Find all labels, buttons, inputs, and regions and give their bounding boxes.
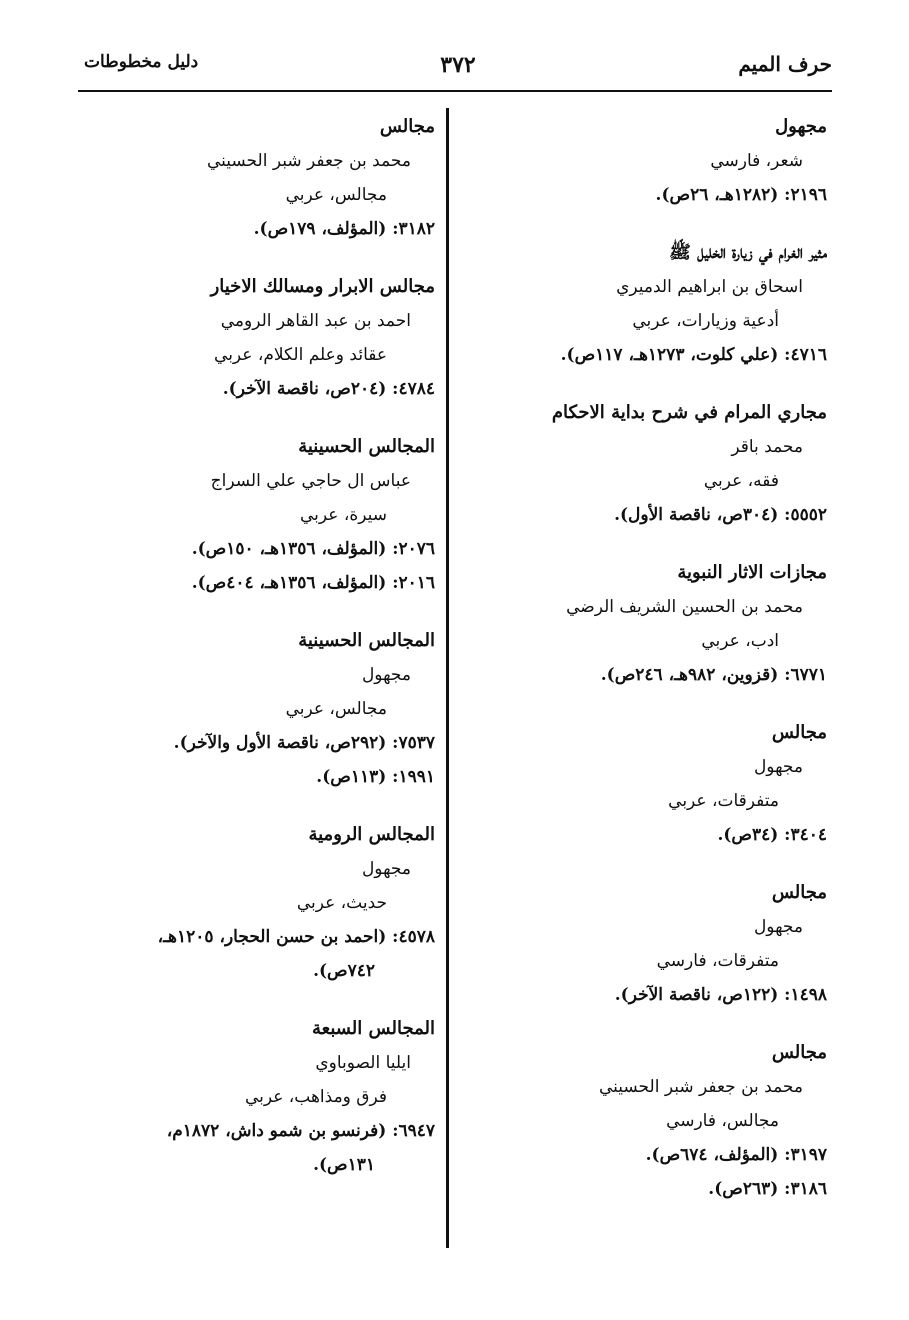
catalog-entry (482, 396, 827, 532)
entry-title: المجالس الرومية (308, 824, 435, 845)
entry-author: مجهول (775, 116, 827, 137)
entry-subject: شعر، فارسي (710, 151, 803, 171)
catalog-entry (105, 1012, 435, 1182)
entry-author: مجهول (361, 859, 411, 879)
catalog-entry (105, 818, 435, 988)
entry-author: محمد باقر (731, 437, 803, 457)
entry-reference: ٣٤٠٤: (٣٤ص). (717, 825, 827, 845)
header-section-title: حرف الميم (738, 52, 832, 76)
catalog-entry (482, 236, 827, 372)
entry-subject: سيرة، عربي (300, 505, 387, 525)
header-divider (78, 90, 832, 92)
entry-title: مثير الغرام في زيارة الخليل ﷺ (669, 242, 827, 263)
entry-author: مجهول (361, 665, 411, 685)
entry-title: المجالس الحسينية (298, 436, 435, 457)
entry-reference: ٤٧١٦: (علي كلوت، ١٢٧٣هـ، ١١٧ص). (560, 345, 827, 365)
entry-title: مجالس (771, 882, 827, 903)
entry-reference: ٦٩٤٧: (فرنسو بن شمو داش، ١٨٧٢م، (166, 1121, 435, 1141)
entry-title: مجازات الاثار النبوية (677, 562, 827, 583)
entry-author: محمد بن جعفر شبر الحسيني (598, 1077, 803, 1097)
catalog-entry (482, 876, 827, 1012)
entry-subject: فرق ومذاهب، عربي (244, 1087, 387, 1107)
entry-subject: مجالس، عربي (285, 185, 387, 205)
entry-reference: ٢١٩٦: (١٢٨٢هـ، ٢٦ص). (655, 185, 827, 205)
catalog-entry (105, 270, 435, 406)
entry-subject: مجالس، فارسي (666, 1111, 779, 1131)
column-divider (446, 108, 449, 1248)
entry-reference: ٣١٩٧: (المؤلف، ٦٧٤ص). (645, 1145, 827, 1165)
entry-subject: فقه، عربي (703, 471, 779, 491)
entry-subject: متفرقات، فارسي (656, 951, 779, 971)
entry-author: عباس ال حاجي علي السراج (210, 471, 411, 491)
entry-author: ايليا الصوباوي (315, 1053, 411, 1073)
entry-title: مجالس (771, 1042, 827, 1063)
entry-title: مجالس (379, 116, 435, 137)
entry-reference: ٣١٨٦: (٢٦٣ص). (708, 1179, 827, 1199)
entry-author: اسحاق بن ابراهيم الدميري (616, 277, 803, 297)
entry-subject: أدعية وزيارات، عربي (632, 311, 779, 331)
page-number: ٣٧٢ (440, 52, 476, 78)
entry-title: مجالس الابرار ومسالك الاخيار (210, 276, 435, 297)
entry-subject: مجالس، عربي (285, 699, 387, 719)
entry-author: محمد بن الحسين الشريف الرضي (566, 597, 803, 617)
catalog-entry (482, 556, 827, 692)
page-header (84, 40, 832, 92)
entry-title: مجاري المرام في شرح بداية الاحكام (551, 402, 827, 423)
entry-reference: ٤٥٧٨: (احمد بن حسن الحجار، ١٢٠٥هـ، (157, 927, 435, 947)
catalog-entry (482, 1036, 827, 1206)
catalog-entry (482, 716, 827, 852)
entry-reference: ٤٧٨٤: (٢٠٤ص، ناقصة الآخر). (222, 379, 435, 399)
right-column (482, 110, 827, 1230)
entry-subject: متفرقات، عربي (668, 791, 779, 811)
entry-reference-continuation: ١٣١ص). (313, 1155, 375, 1175)
entry-subject: عقائد وعلم الكلام، عربي (214, 345, 387, 365)
catalog-entry (105, 110, 435, 246)
entry-title: المجالس الحسينية (298, 630, 435, 651)
catalog-entry (482, 110, 827, 212)
entry-subject: حديث، عربي (296, 893, 387, 913)
entry-subject: ادب، عربي (701, 631, 779, 651)
entry-author: محمد بن جعفر شبر الحسيني (206, 151, 411, 171)
entry-reference: ١٩٩١: (١١٣ص). (316, 767, 435, 787)
header-book-title: دليل مخطوطات (84, 52, 199, 72)
entry-reference: ٣١٨٢: (المؤلف، ١٧٩ص). (253, 219, 435, 239)
entry-reference-continuation: ٧٤٢ص). (313, 961, 375, 981)
entry-reference: ٦٧٧١: (قزوين، ٩٨٢هـ، ٢٤٦ص). (600, 665, 827, 685)
entry-reference: ٧٥٣٧: (٢٩٢ص، ناقصة الأول والآخر). (173, 733, 435, 753)
entry-reference: ١٤٩٨: (١٢٢ص، ناقصة الآخر). (614, 985, 827, 1005)
entry-reference: ٥٥٥٢: (٣٠٤ص، ناقصة الأول). (614, 505, 827, 525)
entry-title: مجالس (771, 722, 827, 743)
left-column (105, 110, 435, 1206)
entry-reference: ٢٠١٦: (المؤلف، ١٣٥٦هـ، ٤٠٤ص). (191, 573, 435, 593)
entry-author: مجهول (753, 757, 803, 777)
catalog-entry (105, 430, 435, 600)
entry-author: احمد بن عبد القاهر الرومي (220, 311, 411, 331)
entry-title: المجالس السبعة (311, 1018, 435, 1039)
entry-reference: ٢٠٧٦: (المؤلف، ١٣٥٦هـ، ١٥٠ص). (191, 539, 435, 559)
entry-author: مجهول (753, 917, 803, 937)
catalog-entry (105, 624, 435, 794)
